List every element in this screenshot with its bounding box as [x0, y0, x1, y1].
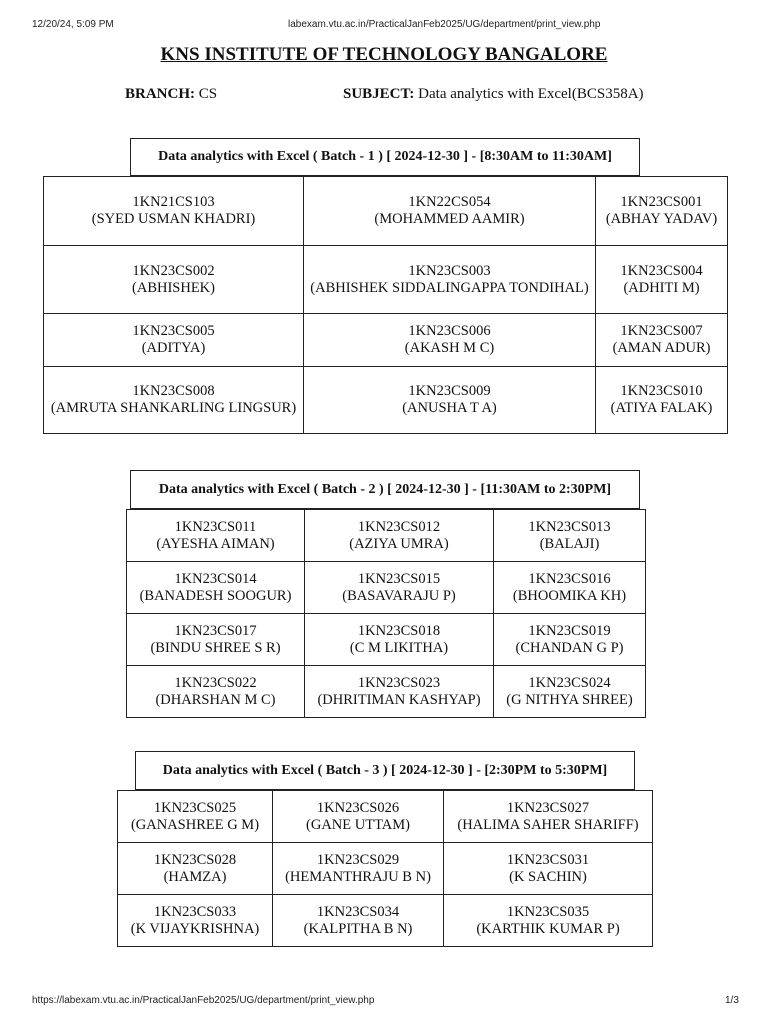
student-cell	[44, 367, 304, 434]
student-cell	[305, 614, 494, 666]
student-name: (ABHAY YADAV)	[605, 211, 718, 227]
student-cell	[118, 843, 273, 895]
student-name: (MOHAMMED AAMIR)	[374, 211, 525, 227]
student-usn: 1KN23CS008	[132, 383, 215, 399]
student-usn: 1KN23CS015	[357, 570, 441, 587]
student-cell	[273, 895, 444, 947]
student-name: (SYED USMAN KHADRI)	[91, 211, 256, 227]
student-usn: 1KN23CS001	[620, 194, 703, 210]
table-row	[44, 246, 728, 314]
student-name: (AMAN ADUR)	[612, 340, 711, 356]
table-row	[127, 614, 646, 666]
student-name: (ATIYA FALAK)	[610, 400, 713, 416]
student-name: (G NITHYA SHREE)	[506, 691, 633, 708]
table-row	[44, 367, 728, 434]
table-row	[44, 314, 728, 367]
branch-label: BRANCH:	[125, 86, 195, 102]
batch-2-table	[126, 509, 646, 718]
student-cell	[444, 791, 653, 843]
student-cell	[44, 177, 304, 246]
student-name: (HAMZA)	[163, 868, 227, 885]
student-usn: 1KN23CS007	[620, 323, 703, 339]
student-usn: 1KN23CS025	[153, 799, 237, 816]
student-name: (HEMANTHRAJU B N)	[285, 868, 431, 885]
student-usn: 1KN23CS017	[174, 622, 257, 639]
student-name: (ADITYA)	[141, 340, 206, 356]
student-cell	[596, 177, 728, 246]
student-usn: 1KN23CS022	[174, 674, 257, 691]
student-name: (DHRITIMAN KASHYAP)	[317, 691, 481, 708]
student-usn: 1KN23CS035	[506, 903, 590, 920]
student-usn: 1KN23CS027	[506, 799, 590, 816]
student-name: (KARTHIK KUMAR P)	[476, 920, 620, 937]
student-name: (ANUSHA T A)	[402, 400, 497, 416]
student-cell	[494, 666, 646, 718]
page-counter: 1/3	[725, 995, 739, 1006]
branch-value: CS	[198, 86, 218, 102]
student-usn: 1KN23CS002	[132, 262, 215, 279]
student-name: (AKASH M C)	[404, 340, 495, 356]
student-cell	[444, 843, 653, 895]
student-usn: 1KN23CS005	[132, 323, 215, 339]
student-cell	[127, 562, 305, 614]
student-usn: 1KN23CS016	[528, 570, 611, 587]
student-name: (BINDU SHREE S R)	[150, 639, 281, 656]
student-cell	[304, 177, 596, 246]
table-row	[118, 895, 653, 947]
subject-value: Data analytics with Excel(BCS358A)	[418, 86, 644, 102]
student-usn: 1KN22CS054	[408, 194, 491, 210]
student-name: (ABHISHEK SIDDALINGAPPA TONDIHAL)	[310, 279, 589, 296]
student-usn: 1KN23CS003	[408, 262, 491, 279]
student-name: (ABHISHEK)	[132, 279, 215, 296]
student-name: (K SACHIN)	[509, 868, 587, 885]
student-name: (BALAJI)	[539, 535, 600, 552]
student-name: (GANE UTTAM)	[306, 816, 410, 833]
student-cell	[596, 246, 728, 314]
table-row	[127, 562, 646, 614]
subject-label: SUBJECT:	[343, 86, 415, 102]
student-usn: 1KN23CS004	[620, 262, 703, 279]
student-name: (C M LIKITHA)	[349, 639, 449, 656]
batch-1-caption: Data analytics with Excel ( Batch - 1 ) [ 2024-12-30 ] - [8:30AM to 11:30AM]	[130, 138, 640, 176]
student-name: (AZIYA UMRA)	[349, 535, 449, 552]
student-cell	[305, 666, 494, 718]
student-usn: 1KN23CS013	[528, 518, 611, 535]
print-header-url: labexam.vtu.ac.in/PracticalJanFeb2025/UG/department/print_view.php	[288, 19, 601, 30]
student-name: (DHARSHAN M C)	[155, 691, 276, 708]
student-name: (KALPITHA B N)	[303, 920, 413, 937]
student-usn: 1KN23CS024	[528, 674, 611, 691]
student-name: (HALIMA SAHER SHARIFF)	[457, 816, 639, 833]
student-cell	[494, 510, 646, 562]
student-cell	[273, 791, 444, 843]
student-usn: 1KN23CS023	[357, 674, 441, 691]
page-title: KNS INSTITUTE OF TECHNOLOGY BANGALORE	[160, 44, 608, 65]
table-row	[118, 843, 653, 895]
student-usn: 1KN23CS026	[316, 799, 400, 816]
student-cell	[127, 510, 305, 562]
print-footer-url: https://labexam.vtu.ac.in/PracticalJanFeb2025/UG/department/print_view.php	[32, 995, 375, 1006]
student-usn: 1KN23CS029	[316, 851, 400, 868]
student-name: (AYESHA AIMAN)	[156, 535, 275, 552]
student-name: (ADHITI M)	[623, 279, 700, 296]
student-cell	[127, 666, 305, 718]
student-cell	[444, 895, 653, 947]
student-cell	[304, 314, 596, 367]
student-usn: 1KN23CS012	[357, 518, 441, 535]
student-usn: 1KN23CS014	[174, 570, 257, 587]
table-row	[118, 791, 653, 843]
student-usn: 1KN23CS028	[153, 851, 237, 868]
student-usn: 1KN23CS011	[174, 518, 257, 535]
student-cell	[118, 791, 273, 843]
student-cell	[127, 614, 305, 666]
student-cell	[596, 314, 728, 367]
student-name: (BASAVARAJU P)	[342, 587, 456, 604]
student-usn: 1KN23CS006	[408, 323, 491, 339]
student-usn: 1KN23CS019	[528, 622, 611, 639]
student-cell	[494, 562, 646, 614]
student-name: (K VIJAYKRISHNA)	[130, 920, 260, 937]
student-cell	[273, 843, 444, 895]
table-row	[127, 666, 646, 718]
student-name: (CHANDAN G P)	[515, 639, 624, 656]
student-usn: 1KN23CS031	[506, 851, 590, 868]
batch-2-caption: Data analytics with Excel ( Batch - 2 ) [ 2024-12-30 ] - [11:30AM to 2:30PM]	[130, 470, 640, 509]
student-name: (GANASHREE G M)	[130, 816, 260, 833]
student-cell	[304, 246, 596, 314]
print-datetime: 12/20/24, 5:09 PM	[32, 19, 114, 30]
student-usn: 1KN23CS018	[357, 622, 441, 639]
table-row	[44, 177, 728, 246]
table-row	[127, 510, 646, 562]
student-cell	[494, 614, 646, 666]
student-usn: 1KN23CS010	[620, 383, 703, 399]
student-cell	[305, 510, 494, 562]
student-usn: 1KN23CS033	[153, 903, 237, 920]
branch-info	[125, 86, 217, 103]
student-name: (BANADESH SOOGUR)	[139, 587, 292, 604]
student-name: (AMRUTA SHANKARLING LINGSUR)	[50, 400, 297, 416]
student-cell	[596, 367, 728, 434]
student-cell	[44, 246, 304, 314]
student-cell	[118, 895, 273, 947]
student-cell	[305, 562, 494, 614]
student-usn: 1KN23CS034	[316, 903, 400, 920]
subject-info	[343, 86, 644, 103]
student-usn: 1KN21CS103	[132, 194, 215, 210]
student-cell	[44, 314, 304, 367]
batch-3-caption: Data analytics with Excel ( Batch - 3 ) [ 2024-12-30 ] - [2:30PM to 5:30PM]	[135, 751, 635, 790]
student-cell	[304, 367, 596, 434]
batch-3-table	[117, 790, 653, 947]
student-name: (BHOOMIKA KH)	[512, 587, 627, 604]
batch-1-table	[43, 176, 728, 434]
student-usn: 1KN23CS009	[408, 383, 491, 399]
